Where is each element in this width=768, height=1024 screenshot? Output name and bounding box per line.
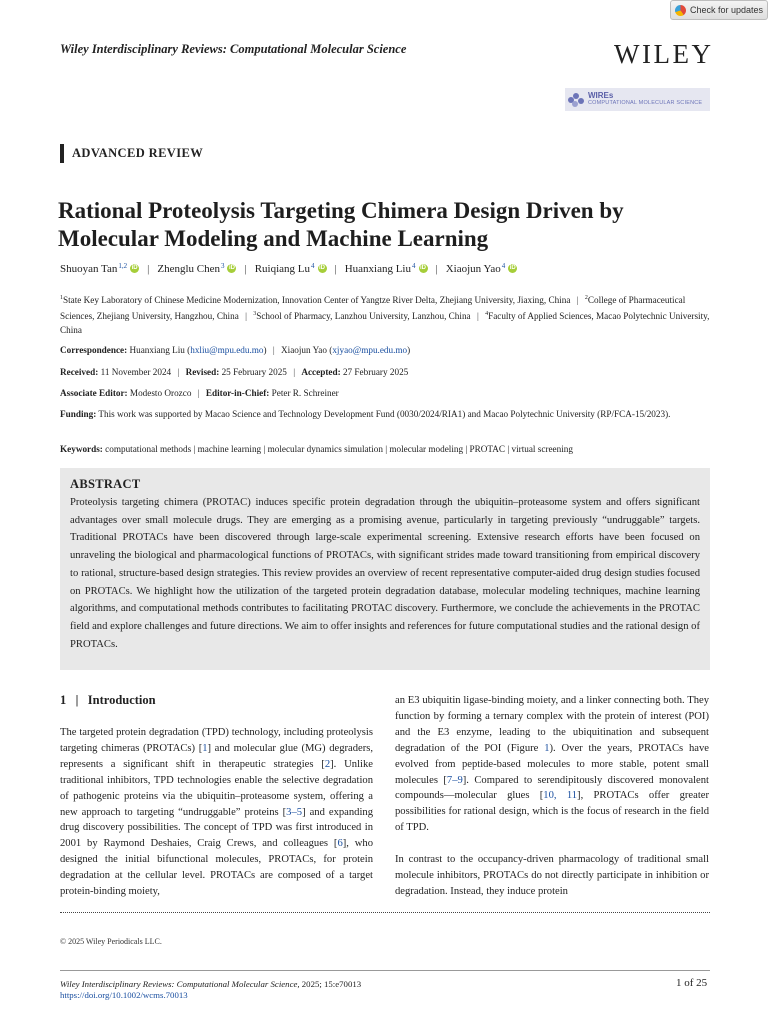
author[interactable]: Zhenglu Chen$^3$ [157, 262, 225, 275]
paragraph: In contrast to the occupancy-driven pharmacology of traditional small molecule inhibitors, PROTACs do not directly participate in inhibition or degradation. Instead, they induce protein [395, 854, 709, 897]
correspondence: Correspondence: Huanxiang Liu (hxliu@mpu.edu.mo) | Xiaojun Yao (xjyao@mpu.edu.mo) [60, 345, 411, 355]
affiliation: Faculty of Applied Sciences, Macao Polytechnic University, China [60, 311, 710, 335]
reference-link[interactable]: 6 [337, 838, 343, 850]
doi-link[interactable]: https://doi.org/10.1002/wcms.70013 [60, 990, 188, 1000]
article-type [60, 144, 203, 163]
reference-link[interactable]: 2 [324, 758, 331, 770]
section-heading: 1 | Introduction [60, 693, 156, 707]
copyright: © 2025 Wiley Periodicals LLC. [60, 937, 162, 946]
article-title: Rational Proteolysis Targeting Chimera Design Driven by Molecular Modeling and Machine Learning [58, 198, 624, 251]
author[interactable]: Shuoyan Tan$^{1,2}$ [60, 262, 128, 275]
author-separator: | [435, 262, 438, 275]
keyword: molecular modeling [389, 444, 464, 454]
affiliations: $^1$State Key Laboratory of Chinese Medicine Modernization, Innovation Center of Yangtze River Delta, Zhejiang University, Jiaxing, China | $^2$College of Pharmaceutical Sciences, Zhejiang University, Hangzhou, China | $^3$School of Pharmacy, Lanzhou University, Lanzhou, China | $^4$Faculty of Applied Sciences, Macao Polytechnic University, China [60, 295, 710, 335]
footer-divider [60, 970, 710, 971]
abstract-heading: ABSTRACT [70, 477, 141, 491]
check-for-updates-label: Check for updates [690, 5, 764, 15]
molecule-icon [568, 93, 584, 107]
abstract-text: Proteolysis targeting chimera (PROTAC) induces specific protein degradation through the ubiquitin–proteasome system and offers significant advantages over small molecule drugs. They are emerging as a promising avenue, particularly in targeting previously “undruggable” targets. Traditional PROTACs have been discovered through large-scale experimental screening. Extensive research efforts have been focused on unraveling the biological and pharmacological functions of PROTACs, with significant strides made toward transitioning from empirical discovery to rational, structure-based design strategies. This review provides an overview of recent representative computer-aided drug design studies focused on PROTACs. We highlight how the utilization of the targeted protein degradation database, molecular modeling techniques, machine learning algorithms, and computational methods contributes to facilitating PROTAC discovery. Furthermore, we conclude the achievements in the PROTAC field and explore challenges and future directions. We aim to offer insights and references for future computational studies and the rational design of PROTACs. [70, 497, 700, 650]
email-link[interactable]: xjyao@mpu.edu.mo [332, 345, 408, 355]
publisher-logo: WILEY [614, 39, 714, 69]
footnote-divider [60, 912, 710, 913]
citation: Wiley Interdisciplinary Reviews: Computational Molecular Science, 2025; 15:e70013 [60, 979, 362, 989]
orcid-icon[interactable]: iD [131, 265, 138, 271]
author-separator: | [334, 262, 337, 275]
paragraph: an E3 ubiquitin ligase-binding moiety, and a linker connecting both. They function by forming a ternary complex with the protein of interest (POI) and the E3 enzyme, leading to the ubiquitination and subsequent degradation of the POI (Figure 1). Over the years, PROTACs have evolved from peptide-based molecules to more stable, potent small molecules [7–9]. Compared to serendipitously discovered monovalent compounds—molecular glues [10, 11], PROTACs offer greater possibilities for rational design, which is the focus of research in the field of TPD. [395, 695, 709, 834]
crossmark-icon [675, 5, 686, 16]
keywords: Keywords: computational methods | machine learning | molecular dynamics simulation | molecular modeling | PROTAC | virtual screening [60, 444, 573, 454]
body-column-left [60, 725, 373, 900]
wires-logo-subtitle: COMPUTATIONAL MOLECULAR SCIENCE [588, 100, 703, 106]
check-for-updates-button[interactable] [670, 0, 768, 20]
keyword: molecular dynamics simulation [267, 444, 383, 454]
keyword: machine learning [197, 444, 262, 454]
author-separator: | [244, 262, 247, 275]
body-column-right [395, 693, 709, 900]
page-number: 1 of 25 [676, 977, 708, 989]
editors: Associate Editor: Modesto Orozco | Editor-in-Chief: Peter R. Schreiner [60, 388, 339, 398]
author[interactable]: Xiaojun Yao$^4$ [445, 262, 506, 275]
affiliation: College of Pharmaceutical Sciences, Zhejiang University, Hangzhou, China [60, 295, 686, 321]
journal-name: Wiley Interdisciplinary Reviews: Computational Molecular Science [60, 42, 407, 56]
keyword: PROTAC [469, 444, 506, 454]
keyword: virtual screening [511, 444, 573, 454]
keyword: computational methods [105, 444, 192, 454]
article-type-bar [60, 144, 64, 163]
reference-link[interactable]: 3–5 [286, 806, 303, 818]
email-link[interactable]: hxliu@mpu.edu.mo [190, 345, 264, 355]
author-separator: | [147, 262, 150, 275]
orcid-icon[interactable]: iD [420, 265, 426, 271]
reference-link[interactable]: 7–9 [446, 774, 463, 786]
reference-link[interactable]: 1 [202, 742, 208, 754]
affiliation: School of Pharmacy, Lanzhou University, Lanzhou, China [256, 311, 471, 321]
author[interactable]: Ruiqiang Lu$^4$ [254, 262, 315, 275]
affiliation: State Key Laboratory of Chinese Medicine Modernization, Innovation Center of Yangtze River Delta, Zhejiang University, Jiaxing, China [63, 295, 571, 305]
article-type-label: ADVANCED REVIEW [72, 146, 204, 160]
orcid-icon[interactable]: iD [509, 265, 516, 271]
orcid-icon[interactable]: iD [228, 265, 235, 271]
article-dates: Received: 11 November 2024 | Revised: 25 February 2025 | Accepted: 27 February 2025 [60, 367, 409, 377]
reference-link[interactable]: 10, 11 [543, 790, 578, 802]
figure-link[interactable]: 1 [544, 742, 550, 754]
paragraph: The targeted protein degradation (TPD) technology, including proteolysis targeting chimeras (PROTACs) [1] and molecular glue (MG) degraders, represents a significant shift in therapeutic strategies [2]. Unlike traditional inhibitors, TPD technologies enable the selective degradation of pathogenic proteins via the ubiquitin–proteasome system, offering a new approach to targeting “undruggable” proteins [3–5] and expanding drug discovery possibilities. The concept of TPD was first introduced in 2001 by Raymond Deshaies, Craig Crews, and colleagues [6], who designed the initial bifunctional molecules, PROTACs, for protein degradation at the cellular level. PROTACs are composed of a target protein-binding moiety, [60, 727, 374, 898]
orcid-icon[interactable]: iD [319, 265, 325, 271]
funding: Funding: This work was supported by Macao Science and Technology Development Fund (0030/2024/RIA1) and Macao Polytechnic University (RP/FCA-15/2023). [60, 409, 671, 419]
author[interactable]: Huanxiang Liu$^4$ [344, 262, 416, 275]
wires-logo-title: WIREs [588, 91, 614, 100]
author-list [60, 262, 517, 275]
wires-logo [565, 88, 710, 111]
